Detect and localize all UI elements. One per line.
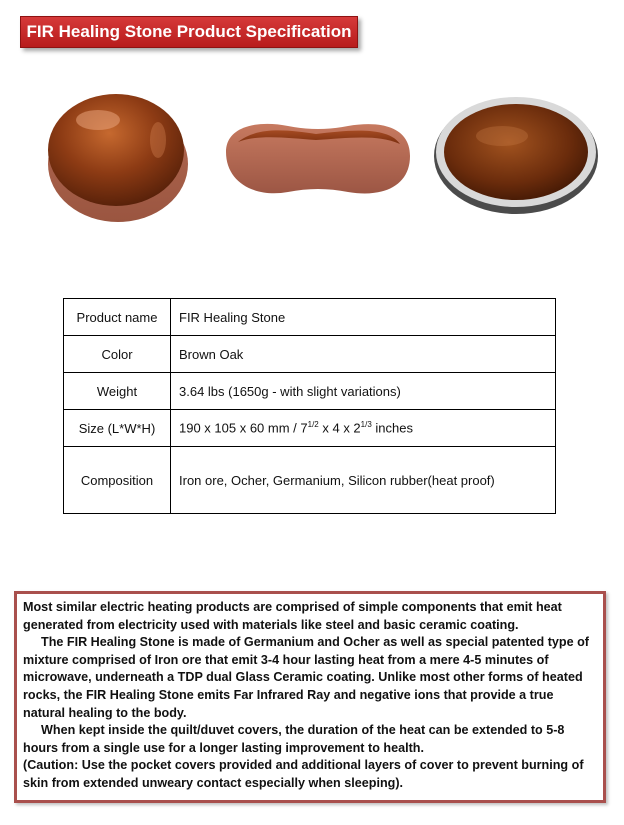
description-paragraph: The FIR Healing Stone is made of Germanium and Ocher as well as special patented type of mixture comprised of Iron ore that emit 3-4 hour lasting heat from a mere 4-5 minutes of microwave, underneath a TDP dual Glass Ceramic coating. Unlike most other forms of heated rocks, the FIR Healing Stone emits Far Infrared Ray and negative ions that provide a true natural healing to the body. <box>23 635 589 720</box>
table-row <box>64 336 556 373</box>
spec-value: Brown Oak <box>171 336 556 373</box>
size-sup-1: 1/2 <box>307 420 319 430</box>
spec-label: Size (L*W*H) <box>64 410 171 447</box>
stone-photo-side <box>218 112 416 208</box>
description-box <box>14 591 606 803</box>
spec-table <box>63 298 556 514</box>
stone-photo-front <box>38 80 198 230</box>
description-paragraph: Most similar electric heating products are comprised of simple components that emit heat generated from electricity used with materials like steel and basic ceramic coating. <box>23 600 562 632</box>
table-row <box>64 447 556 514</box>
spec-label: Composition <box>64 447 171 514</box>
page-title: FIR Healing Stone Product Specification <box>20 16 358 48</box>
size-sup-2: 1/3 <box>360 420 372 430</box>
spec-value <box>171 410 556 447</box>
table-row <box>64 299 556 336</box>
spec-value: 3.64 lbs (1650g - with slight variations) <box>171 373 556 410</box>
stone-photo-top <box>430 88 602 218</box>
size-mid: x 4 x 2 <box>318 420 361 436</box>
spec-label: Color <box>64 336 171 373</box>
spec-value: FIR Healing Stone <box>171 299 556 336</box>
product-photos <box>0 70 624 230</box>
spec-value: Iron ore, Ocher, Germanium, Silicon rubber(heat proof) <box>171 447 556 514</box>
caution-note: (Caution: Use the pocket covers provided and additional layers of cover to prevent burning of skin from extended unweary contact especially when sleeping). <box>23 758 584 790</box>
description-paragraph: When kept inside the quilt/duvet covers, the duration of the heat can be extended to 5-8 hours from a single use for a longer lasting improvement to health. <box>23 723 565 755</box>
table-row <box>64 410 556 447</box>
spec-label: Weight <box>64 373 171 410</box>
size-end: inches <box>371 420 413 436</box>
spec-label: Product name <box>64 299 171 336</box>
table-row <box>64 373 556 410</box>
size-main: 190 x 105 x 60 mm / 7 <box>179 420 308 436</box>
